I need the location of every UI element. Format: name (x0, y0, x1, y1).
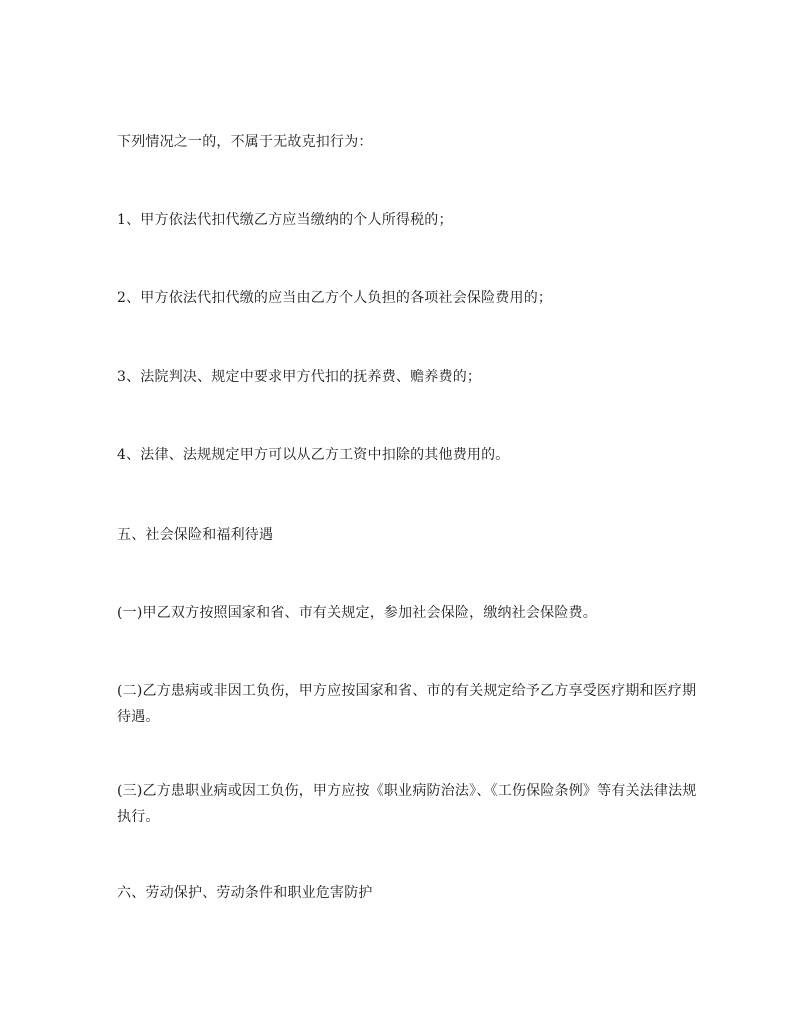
paragraph-item-1-income-tax: 1、甲方依法代扣代缴乙方应当缴纳的个人所得税的； (117, 212, 453, 228)
paragraph-clause-3-occupational-disease: (三)乙方患职业病或因工负伤，甲方应按《职业病防治法》、《工伤保险条例》等有关法律法规执行。 (117, 783, 697, 825)
paragraph-deduction-exceptions-intro: 下列情况之一的，不属于无故克扣行为： (117, 134, 373, 150)
section-heading-social-insurance: 五、社会保险和福利待遇 (117, 527, 274, 543)
paragraph-item-4-other-deductions: 4、法律、法规规定甲方可以从乙方工资中扣除的其他费用的。 (117, 447, 510, 463)
section-heading-labor-protection: 六、劳动保护、劳动条件和职业危害防护 (117, 885, 373, 901)
paragraph-item-3-court-support: 3、法院判决、规定中要求甲方代扣的抚养费、赡养费的； (117, 369, 482, 385)
paragraph-clause-1-insurance: (一)甲乙双方按照国家和省、市有关规定，参加社会保险，缴纳社会保险费。 (117, 605, 597, 621)
paragraph-item-2-social-insurance: 2、甲方依法代扣代缴的应当由乙方个人负担的各项社会保险费用的； (117, 290, 553, 306)
paragraph-clause-2-medical-period: (二)乙方患病或非因工负伤，甲方应按国家和省、市的有关规定给予乙方享受医疗期和医疗期待遇。 (117, 683, 697, 725)
